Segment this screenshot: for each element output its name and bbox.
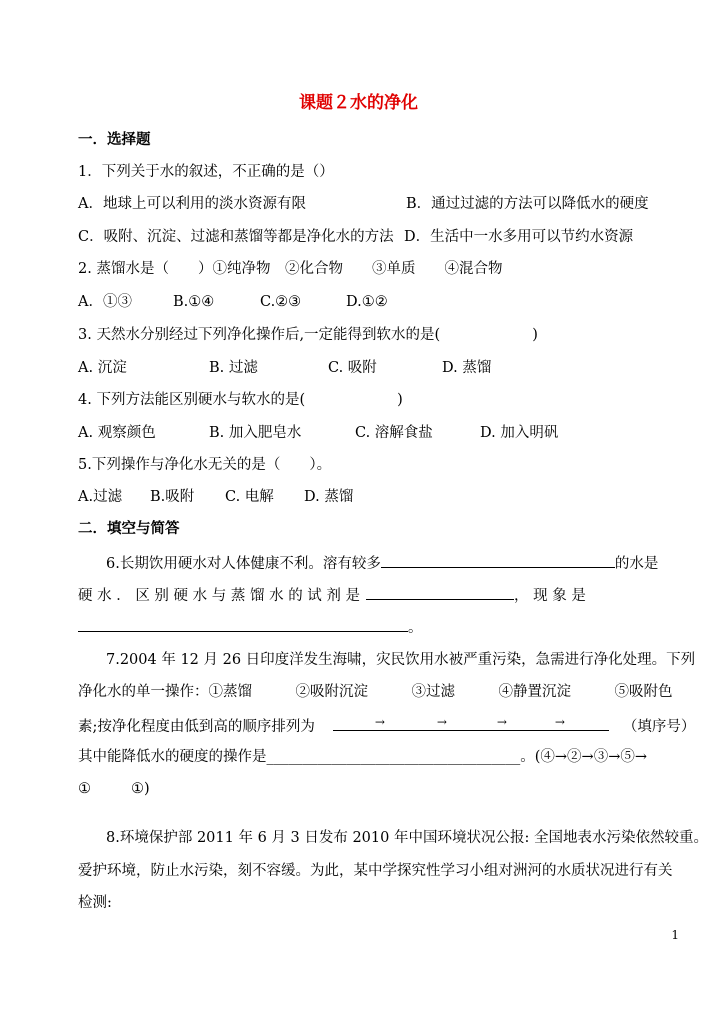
q5-option-a: A.过滤 bbox=[78, 489, 123, 505]
q5-option-b: B.吸附 bbox=[150, 489, 195, 505]
q6-blank-1 bbox=[381, 552, 615, 568]
q4-option-b: B. 加入肥皂水 bbox=[209, 425, 302, 441]
section-heading-fill: 二．填空与简答 bbox=[78, 520, 180, 537]
q6-text-2: 的水是 bbox=[614, 556, 659, 572]
question-3 bbox=[78, 325, 538, 345]
q6-text-4: ， 现 象 是 bbox=[514, 588, 586, 604]
q7-blank-order bbox=[333, 715, 609, 731]
q7-text-hardness: 其中能降低水的硬度的操作是___________________________________ bbox=[78, 749, 521, 765]
q6-blank-3 bbox=[78, 616, 408, 632]
question-8-line-2: 爱护环境，防止水污染，刻不容缓。为此，某中学探究性学习小组对洲河的水质状况进行有关 bbox=[78, 863, 673, 879]
q6-text-3: 硬 水 ． 区 别 硬 水 与 蒸 馏 水 的 试 剂 是 bbox=[78, 588, 361, 604]
q7-arrow-2: → bbox=[436, 715, 447, 729]
q7-answer-2: ① bbox=[78, 781, 91, 797]
question-7-line-1: 7.2004 年 12 月 26 日印度洋发生海啸，灾民饮用水被严重污染，急需进行净化处理。下列 bbox=[106, 652, 696, 668]
q7-answer-1: 。(④→②→③→⑤→ bbox=[520, 749, 648, 765]
question-8-line-1: 8.环境保护部 2011 年 6 月 3 日发布 2010 年中国环境状况公报: 全国地表水污染依然较重。 bbox=[106, 830, 708, 846]
q2-option-d: D.①② bbox=[346, 294, 388, 310]
question-1: 1．下列关于水的叙述，不正确的是（） bbox=[78, 164, 334, 180]
section-heading-choice: 一．选择题 bbox=[78, 131, 151, 148]
q7-arrow-4: → bbox=[554, 715, 565, 729]
q7-text-fill-number: （填序号） bbox=[622, 719, 696, 735]
question-7-line-2: 净化水的单一操作：①蒸馏 ②吸附沉淀 ③过滤 ④静置沉淀 ⑤吸附色 bbox=[78, 684, 673, 700]
q7-arrow-3: → bbox=[496, 715, 507, 729]
q1-option-a: A．地球上可以利用的淡水资源有限 bbox=[78, 196, 306, 212]
q4-option-a: A. 观察颜色 bbox=[78, 425, 156, 441]
question-3-text: 3. 天然水分别经过下列净化操作后,一定能得到软水的是( bbox=[78, 327, 441, 343]
page-title: 课题２水的净化 bbox=[299, 93, 418, 113]
q7-arrow-1: → bbox=[374, 715, 385, 729]
q6-text-1: 6.长期饮用硬水对人体健康不利。溶有较多 bbox=[106, 556, 381, 572]
q6-blank-2 bbox=[366, 584, 514, 600]
q5-option-d: D. 蒸馏 bbox=[304, 489, 354, 505]
q2-option-a: A．①③ bbox=[78, 294, 132, 310]
q3-option-c: C. 吸附 bbox=[328, 360, 377, 376]
q2-option-c: C.②③ bbox=[260, 294, 302, 310]
q1-option-b: B．通过过滤的方法可以降低水的硬度 bbox=[406, 196, 649, 212]
q3-option-b: B. 过滤 bbox=[209, 360, 258, 376]
q1-option-c: C．吸附、沉淀、过滤和蒸馏等都是净化水的方法 bbox=[78, 229, 394, 245]
question-7-line-5 bbox=[78, 779, 150, 799]
q5-option-c: C. 电解 bbox=[225, 489, 274, 505]
question-6-line-2 bbox=[78, 584, 586, 606]
question-6-line-3 bbox=[78, 616, 423, 638]
question-6-line-1 bbox=[106, 552, 658, 574]
question-7-line-4 bbox=[78, 747, 647, 767]
q7-answer-3: ①) bbox=[131, 781, 150, 797]
question-4 bbox=[78, 390, 403, 410]
question-4-paren: ) bbox=[397, 392, 403, 408]
q3-option-a: A. 沉淀 bbox=[78, 360, 127, 376]
question-4-text: 4. 下列方法能区别硬水与软水的是( bbox=[78, 392, 306, 408]
question-7-line-3 bbox=[78, 715, 695, 737]
question-5: 5.下列操作与净化水无关的是（ ）。 bbox=[78, 457, 332, 473]
page-number: 1 bbox=[671, 928, 679, 942]
question-3-paren: ) bbox=[532, 327, 538, 343]
q4-option-c: C. 溶解食盐 bbox=[355, 425, 433, 441]
question-8-line-3: 检测: bbox=[78, 895, 112, 911]
q3-option-d: D. 蒸馏 bbox=[442, 360, 492, 376]
q4-option-d: D. 加入明矾 bbox=[480, 425, 559, 441]
q2-option-b: B.①④ bbox=[173, 294, 215, 310]
q7-text-order: 素;按净化程度由低到高的顺序排列为 bbox=[78, 719, 315, 735]
q6-text-5: 。 bbox=[408, 620, 423, 636]
q1-option-d: D．生活中一水多用可以节约水资源 bbox=[404, 229, 634, 245]
question-2: 2. 蒸馏水是（ ）①纯净物 ②化合物 ③单质 ④混合物 bbox=[78, 261, 503, 277]
